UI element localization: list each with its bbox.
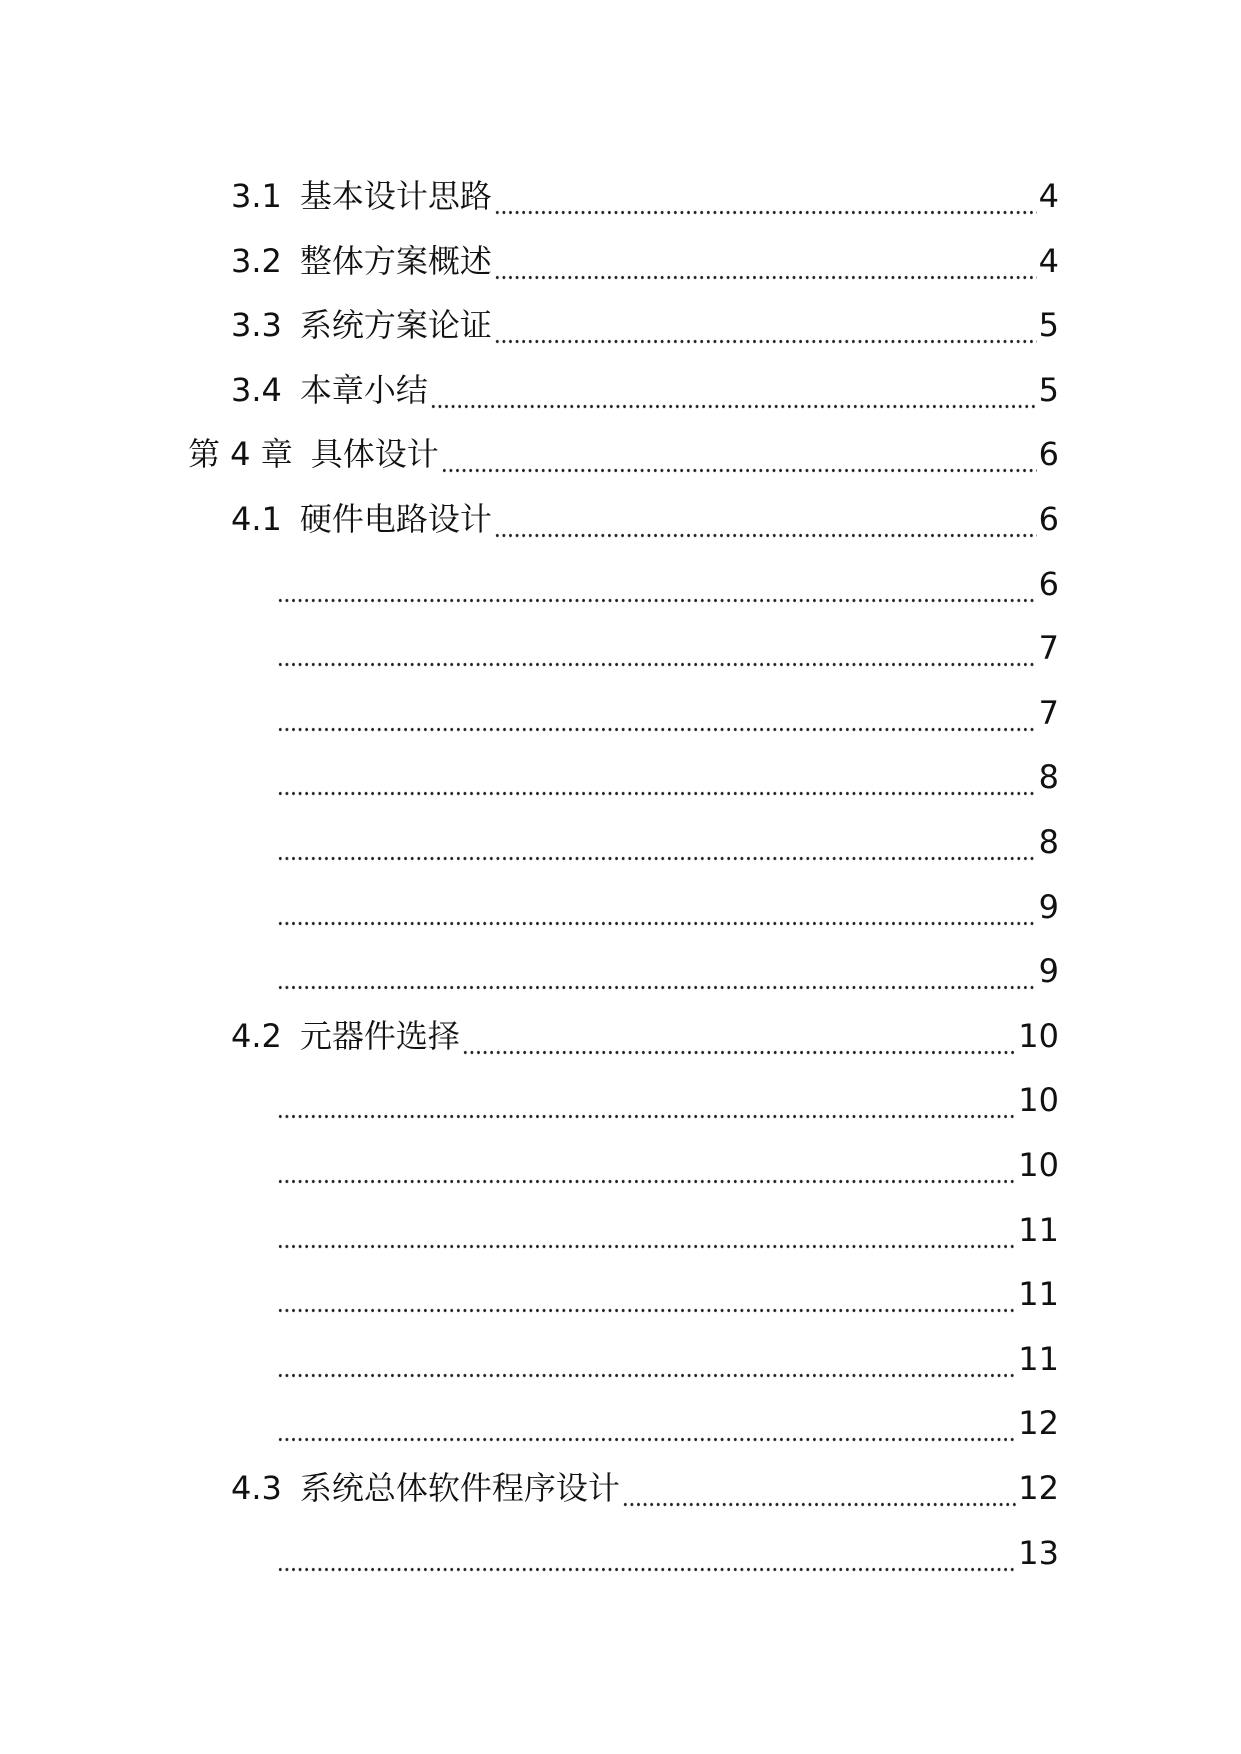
toc-entry-page-number: 11	[1018, 1275, 1059, 1314]
toc-entry-page-number: 5	[1038, 306, 1059, 345]
toc-entry-page-number: 10	[1018, 1146, 1059, 1184]
toc-entry-number: 4.2	[231, 1016, 282, 1055]
toc-entry[interactable]	[275, 739, 1059, 797]
toc-entry-page-number: 10	[1018, 1016, 1059, 1055]
toc-entry[interactable]	[275, 675, 1059, 733]
toc-entry-page-number: 11	[1018, 1210, 1059, 1249]
toc-entry-page-number: 4	[1038, 241, 1059, 280]
toc-entry-page-number: 7	[1038, 629, 1059, 668]
toc-entry[interactable]	[231, 158, 1059, 216]
toc-entry[interactable]	[275, 1256, 1059, 1314]
toc-entry-number: 4.1	[231, 500, 282, 538]
toc-entry-page-number: 10	[1018, 1081, 1059, 1120]
dot-leader	[277, 693, 1037, 733]
toc-entry-page-number: 6	[1038, 500, 1059, 538]
toc-entry[interactable]	[231, 352, 1059, 410]
toc-entry[interactable]	[275, 1062, 1059, 1120]
toc-entry[interactable]	[275, 546, 1059, 604]
dot-leader	[277, 1210, 1016, 1250]
dot-leader	[277, 564, 1037, 604]
toc-entry-label	[231, 370, 428, 410]
toc-entry-number: 3.1	[231, 177, 282, 215]
toc-entry[interactable]	[275, 1127, 1059, 1185]
toc-entry-number: 3.3	[231, 306, 282, 345]
dot-leader	[494, 241, 1037, 281]
toc-entry-page-number: 8	[1038, 823, 1059, 861]
toc-entry[interactable]	[275, 1192, 1059, 1250]
toc-entry[interactable]	[275, 869, 1059, 927]
toc-entry-label	[231, 176, 492, 216]
dot-leader	[494, 499, 1037, 539]
toc-entry-label	[231, 1468, 620, 1508]
toc-entry-page-number: 12	[1018, 1469, 1059, 1507]
toc-entry[interactable]	[275, 610, 1059, 668]
dot-leader	[622, 1468, 1016, 1508]
dot-leader	[277, 1145, 1016, 1185]
toc-entry-page-number: 11	[1018, 1339, 1059, 1378]
toc-entry-title: 系统总体软件程序设计	[299, 1469, 620, 1507]
toc-entry-label	[231, 305, 492, 345]
toc-entry-page-number: 8	[1038, 758, 1059, 797]
toc-entry[interactable]	[275, 1385, 1059, 1443]
toc-entry[interactable]	[275, 1515, 1059, 1573]
toc-entry-number: 第 4 章	[188, 435, 293, 474]
dot-leader	[277, 1533, 1016, 1573]
toc-entry-title: 基本设计思路	[299, 177, 492, 215]
dot-leader	[277, 757, 1037, 797]
dot-leader	[462, 1016, 1016, 1056]
toc-entry-title: 硬件电路设计	[299, 500, 492, 538]
toc-entry[interactable]	[275, 933, 1059, 991]
dot-leader	[494, 305, 1037, 345]
dot-leader	[494, 176, 1037, 216]
dot-leader	[430, 370, 1037, 410]
dot-leader	[277, 1274, 1016, 1314]
toc-entry[interactable]	[231, 481, 1059, 539]
toc-entry-page-number: 5	[1038, 370, 1059, 409]
toc-entry[interactable]	[231, 998, 1059, 1056]
dot-leader	[277, 1080, 1016, 1120]
toc-entry-number: 3.4	[231, 370, 282, 409]
toc-entry-number: 3.2	[231, 241, 282, 280]
toc-entry[interactable]	[275, 1321, 1059, 1379]
toc-entry-page-number: 9	[1038, 887, 1059, 926]
dot-leader	[277, 628, 1037, 668]
toc-entry-label	[231, 1016, 460, 1056]
toc-entry-page-number: 7	[1038, 693, 1059, 732]
toc-entry-page-number: 13	[1018, 1533, 1059, 1572]
toc-entry-label	[188, 434, 439, 474]
toc-entry-page-number: 6	[1038, 435, 1059, 474]
dot-leader	[277, 822, 1037, 862]
dot-leader	[277, 887, 1037, 927]
toc-entry[interactable]	[275, 804, 1059, 862]
dot-leader	[441, 434, 1037, 474]
toc-entry-title: 本章小结	[299, 370, 428, 409]
toc-entry-title: 元器件选择	[299, 1016, 460, 1055]
dot-leader	[277, 951, 1037, 991]
toc-entry[interactable]	[231, 287, 1059, 345]
toc-entry-title: 整体方案概述	[299, 241, 492, 280]
toc-entry-number: 4.3	[231, 1469, 282, 1507]
toc-entry[interactable]	[231, 1450, 1059, 1508]
toc-entry-page-number: 6	[1038, 564, 1059, 603]
toc-entry-label	[231, 499, 492, 539]
toc-entry[interactable]	[231, 223, 1059, 281]
toc-entry-title: 具体设计	[310, 435, 439, 474]
dot-leader	[277, 1403, 1016, 1443]
toc-entry-page-number: 9	[1038, 952, 1059, 991]
toc-entry-title: 系统方案论证	[299, 306, 492, 345]
toc-entry-page-number: 4	[1038, 177, 1059, 215]
toc-entry[interactable]	[188, 416, 1059, 474]
dot-leader	[277, 1339, 1016, 1379]
toc-entry-page-number: 12	[1018, 1404, 1059, 1443]
toc-entry-label	[231, 241, 492, 281]
